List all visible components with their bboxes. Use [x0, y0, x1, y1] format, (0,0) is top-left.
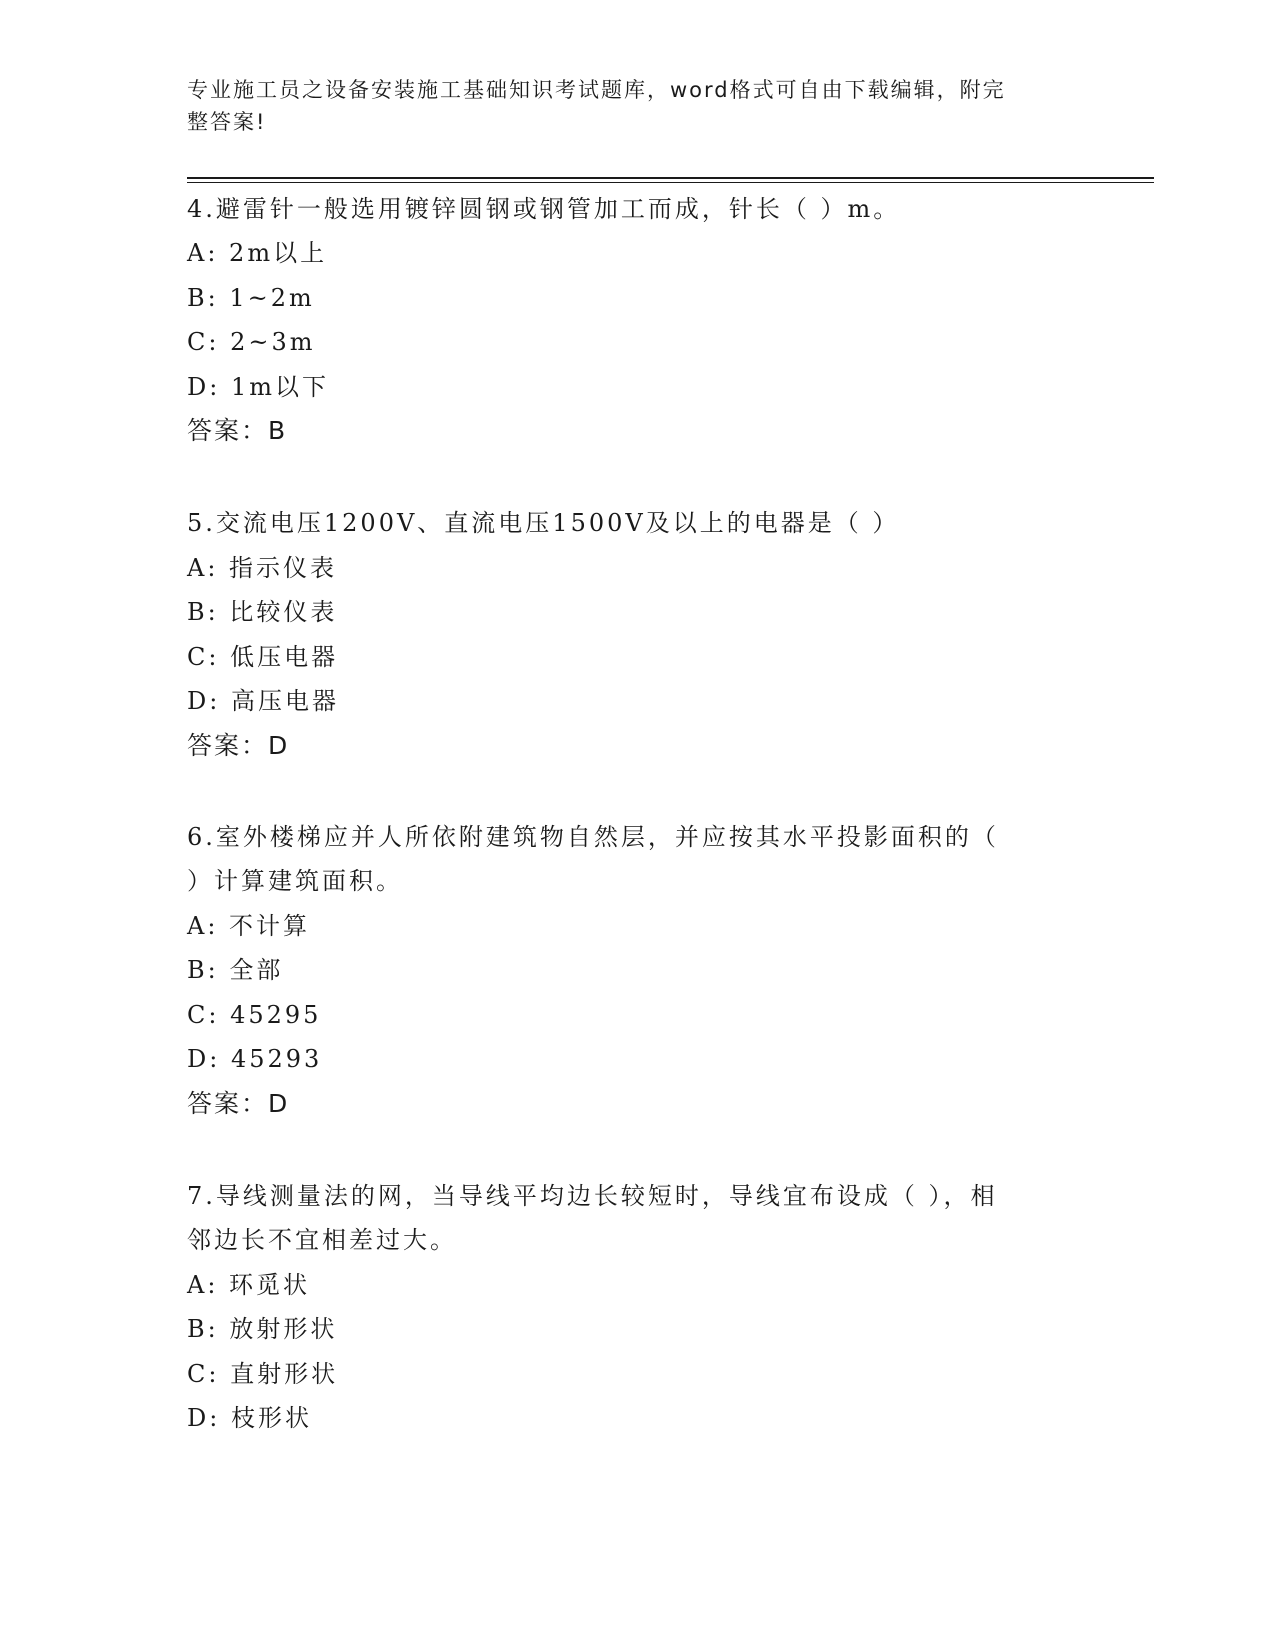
option-b: B: 放射形状: [187, 1315, 338, 1343]
option-b: B: 1~2m: [187, 284, 315, 312]
option-d: D: 高压电器: [187, 687, 339, 715]
header-line-2: 整答案!: [187, 110, 267, 134]
option-c: C: 2~3m: [187, 328, 316, 356]
option-a: A: 不计算: [187, 912, 311, 940]
option-b: B: 全部: [187, 956, 284, 984]
document-header: [187, 74, 1067, 138]
option-c: C: 45295: [187, 1001, 322, 1029]
option-a: A: 环觅状: [187, 1271, 311, 1299]
question-stem-line-2: 邻边长不宜相差过大。: [187, 1226, 457, 1254]
option-a: A: 2m以上: [187, 239, 328, 267]
answer-label: 答案：D: [187, 1089, 290, 1118]
header-line-1: 专业施工员之设备安装施工基础知识考试题库，word格式可自由下载编辑，附完: [187, 78, 1006, 102]
question-stem: 5.交流电压1200V、直流电压1500V及以上的电器是（ ）: [187, 509, 900, 537]
question-stem: 4.避雷针一般选用镀锌圆钢或钢管加工而成，针长（ ）m。: [187, 195, 901, 223]
answer-label: 答案：D: [187, 731, 290, 760]
header-divider-thick: [187, 177, 1154, 179]
option-d: D: 枝形状: [187, 1404, 312, 1432]
question-stem-line-1: 6.室外楼梯应并人所依附建筑物自然层，并应按其水平投影面积的（: [187, 823, 999, 851]
answer-label: 答案：B: [187, 416, 288, 445]
option-a: A: 指示仪表: [187, 554, 338, 582]
option-d: D: 45293: [187, 1045, 323, 1073]
option-c: C: 低压电器: [187, 643, 339, 671]
question-stem-line-1: 7.导线测量法的网，当导线平均边长较短时，导线宜布设成（ ），相: [187, 1182, 998, 1210]
option-c: C: 直射形状: [187, 1360, 339, 1388]
option-d: D: 1m以下: [187, 373, 329, 401]
question-stem-line-2: ）计算建筑面积。: [187, 867, 403, 895]
option-b: B: 比较仪表: [187, 598, 338, 626]
header-divider-thin: [187, 182, 1154, 183]
